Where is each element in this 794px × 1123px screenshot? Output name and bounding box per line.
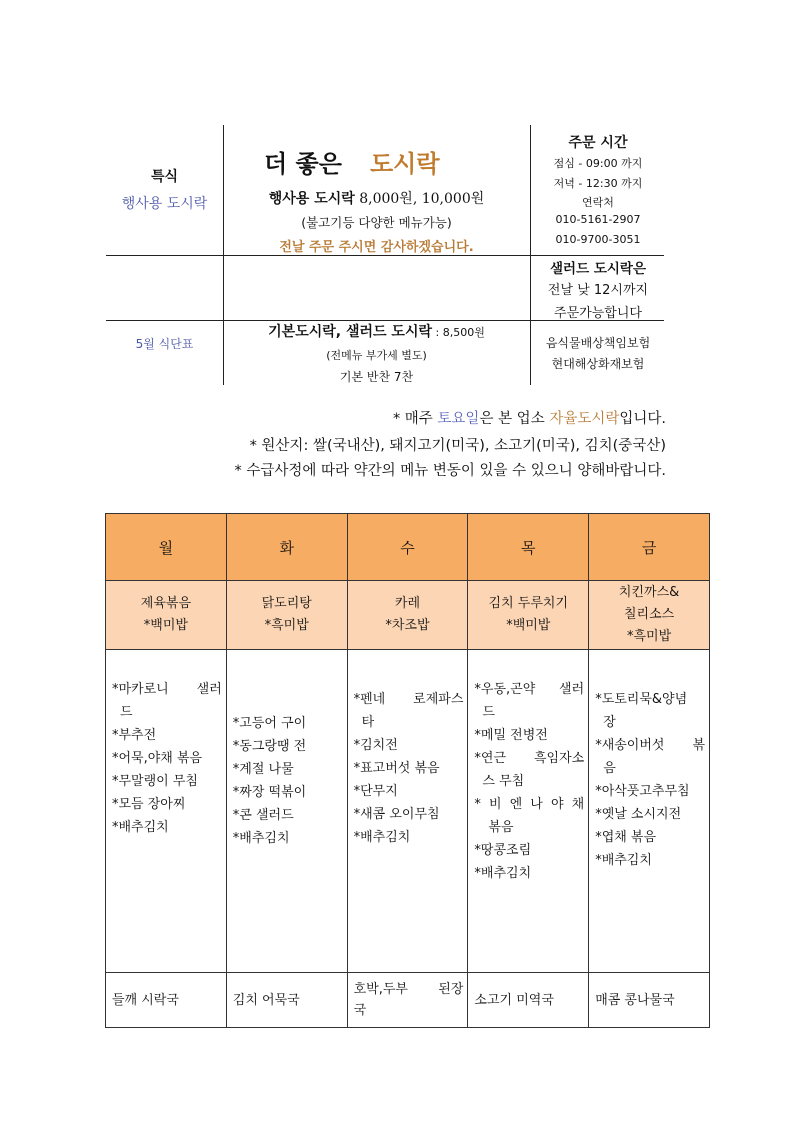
side-dish-row [106, 650, 710, 973]
saturday-note-c: 은 본 업소 [479, 411, 550, 427]
list-item: 드 [482, 705, 495, 720]
sides-fri [589, 650, 710, 973]
saturday-note-e: 입니다. [619, 411, 666, 427]
list-item: *펜네 로제파스 [353, 692, 464, 707]
order-time-title: 주문 시간 [568, 135, 628, 151]
list-item: *도토리묵&양념 [595, 692, 688, 707]
soup-row [106, 973, 710, 1028]
list-item: *부추전 [112, 728, 157, 743]
lunch-deadline: 점심 - 09:00 까지 [553, 157, 643, 170]
list-item: *땅콩조림 [474, 843, 532, 858]
main-mon [106, 581, 227, 650]
main-tue [226, 581, 347, 650]
list-item: *옛날 소시지전 [595, 807, 682, 822]
sides-wed [347, 650, 468, 973]
day-wed: 수 [347, 514, 468, 581]
main-dish: 닭도리탕 [261, 596, 312, 611]
list-item: 스 무침 [482, 774, 525, 789]
main-dish: 제육볶음 [140, 596, 192, 611]
list-item: 볶음 [488, 820, 514, 835]
list-item: * 비 엔 나 야 채 [474, 797, 585, 812]
side-dish-note: 기본 반찬 7찬 [339, 370, 414, 384]
rice: *흑미밥 [264, 618, 309, 633]
day-header-row [106, 514, 710, 581]
soup: 매콤 콩나물국 [595, 992, 675, 1008]
list-item: *짜장 떡볶이 [232, 785, 307, 800]
soup: 김치 어묵국 [232, 992, 300, 1008]
list-item: *표고버섯 볶음 [353, 761, 440, 776]
rice: *흑미밥 [627, 629, 672, 644]
insurance-line2: 현대해상화재보험 [551, 357, 645, 371]
dinner-deadline: 저녁 - 12:30 까지 [553, 177, 643, 190]
saturday-word: 토요일 [437, 411, 480, 427]
soup: 소고기 미역국 [474, 992, 554, 1008]
main-dish-cont: 칠리소스 [623, 607, 675, 622]
list-item: *엽채 볶음 [595, 830, 657, 845]
salad-note-line1: 전날 낮 12시까지 [547, 283, 649, 298]
list-item: *무말랭이 무침 [112, 774, 198, 789]
soup-cont: 국 [353, 1003, 367, 1018]
list-item: *배추김치 [112, 820, 169, 835]
main-dish-row [106, 581, 710, 650]
soup-tue [226, 973, 347, 1028]
special-label: 특식 [150, 169, 179, 185]
salad-note-line2: 주문가능합니다 [554, 306, 642, 321]
main-fri [589, 581, 710, 650]
list-item: *메밀 전병전 [474, 728, 548, 743]
list-item: *콘 샐러드 [232, 808, 294, 823]
list-item: *마카로니 샐러 [112, 682, 222, 697]
phone-number-1: 010-5161-2907 [555, 213, 641, 226]
salad-note-title: 샐러드 도시락은 [550, 261, 646, 277]
list-item: *배추김치 [353, 830, 411, 845]
vat-note: (전메뉴 부가세 별도) [326, 349, 427, 362]
list-item: *동그랑땡 전 [232, 739, 307, 754]
event-lunchbox-label: 행사용 도시락 [121, 196, 208, 212]
thanks-note: 전날 주문 주시면 감사하겠습니다. [279, 240, 474, 255]
list-item: 음 [603, 761, 616, 776]
brand-title [224, 144, 529, 178]
basic-label: 기본도시락, 샐러드 도시락 [268, 324, 432, 340]
list-item: 장 [603, 715, 616, 730]
soup-thu [468, 973, 589, 1028]
soup-fri [589, 973, 710, 1028]
list-item: *단무지 [353, 784, 398, 799]
soup: 호박,두부 된장 [353, 982, 464, 997]
supply-note: * 수급사정에 따라 약간의 메뉴 변동이 있을 수 있으니 양해바랍니다. [234, 463, 666, 479]
main-wed [347, 581, 468, 650]
self-lunchbox-word: 자율도시락 [549, 411, 620, 427]
basic-price: : 8,500원 [432, 326, 485, 339]
list-item: 타 [361, 715, 375, 730]
list-item: *연근 흑임자소 [474, 751, 585, 766]
rice: *백미밥 [506, 618, 551, 633]
list-item: *새콤 오이무침 [353, 807, 440, 822]
month-menu-label: 5월 식단표 [135, 337, 194, 351]
main-dish: 치킨까스& [618, 585, 680, 600]
insurance-line1: 음식물배상책임보험 [545, 336, 651, 350]
day-mon: 월 [106, 514, 227, 581]
soup-mon [106, 973, 227, 1028]
list-item: 드 [120, 705, 133, 720]
saturday-note-a: * 매주 [392, 411, 438, 427]
list-item: *새송이버섯 볶 [595, 738, 705, 753]
rice: *차조밥 [385, 618, 430, 633]
sides-thu [468, 650, 589, 973]
basic-price-line [224, 321, 529, 341]
origin-note: * 원산지: 쌀(국내산), 돼지고기(미국), 소고기(미국), 김치(중국산) [249, 438, 666, 454]
header-rule-1 [106, 255, 664, 256]
list-item: *고등어 구이 [232, 716, 307, 731]
variety-note: (불고기등 다양한 메뉴가능) [301, 215, 452, 230]
day-tue: 화 [226, 514, 347, 581]
list-item: *모듬 장아찌 [112, 797, 186, 812]
soup-wed [347, 973, 468, 1028]
event-price: 8,000원, 10,000원 [354, 191, 485, 207]
main-dish: 김치 두루치기 [488, 596, 569, 611]
list-item: *아삭풋고추무침 [595, 784, 690, 799]
contact-label: 연락처 [582, 196, 614, 209]
list-item: *어묵,야채 볶음 [112, 751, 203, 766]
sides-mon [106, 650, 227, 973]
list-item: *계절 나물 [232, 762, 294, 777]
brand-title-black: 더 좋은 [264, 149, 342, 178]
sides-tue [226, 650, 347, 973]
rice: *백미밥 [143, 618, 188, 633]
list-item: *배추김치 [474, 866, 532, 881]
list-item: *우동,곤약 샐러 [474, 682, 585, 697]
brand-title-colored: 도시락 [370, 149, 440, 178]
list-item: *김치전 [353, 738, 398, 753]
list-item: *배추김치 [595, 853, 652, 868]
main-thu [468, 581, 589, 650]
event-price-line [224, 188, 529, 208]
day-fri: 금 [589, 514, 710, 581]
saturday-note [393, 407, 666, 428]
soup: 들깨 시락국 [112, 992, 179, 1008]
weekly-menu-table [105, 513, 710, 1028]
day-thu: 목 [468, 514, 589, 581]
main-dish: 카레 [394, 596, 421, 611]
list-item: *배추김치 [232, 831, 290, 846]
phone-number-2: 010-9700-3051 [555, 233, 641, 246]
event-label: 행사용 도시락 [268, 191, 355, 207]
